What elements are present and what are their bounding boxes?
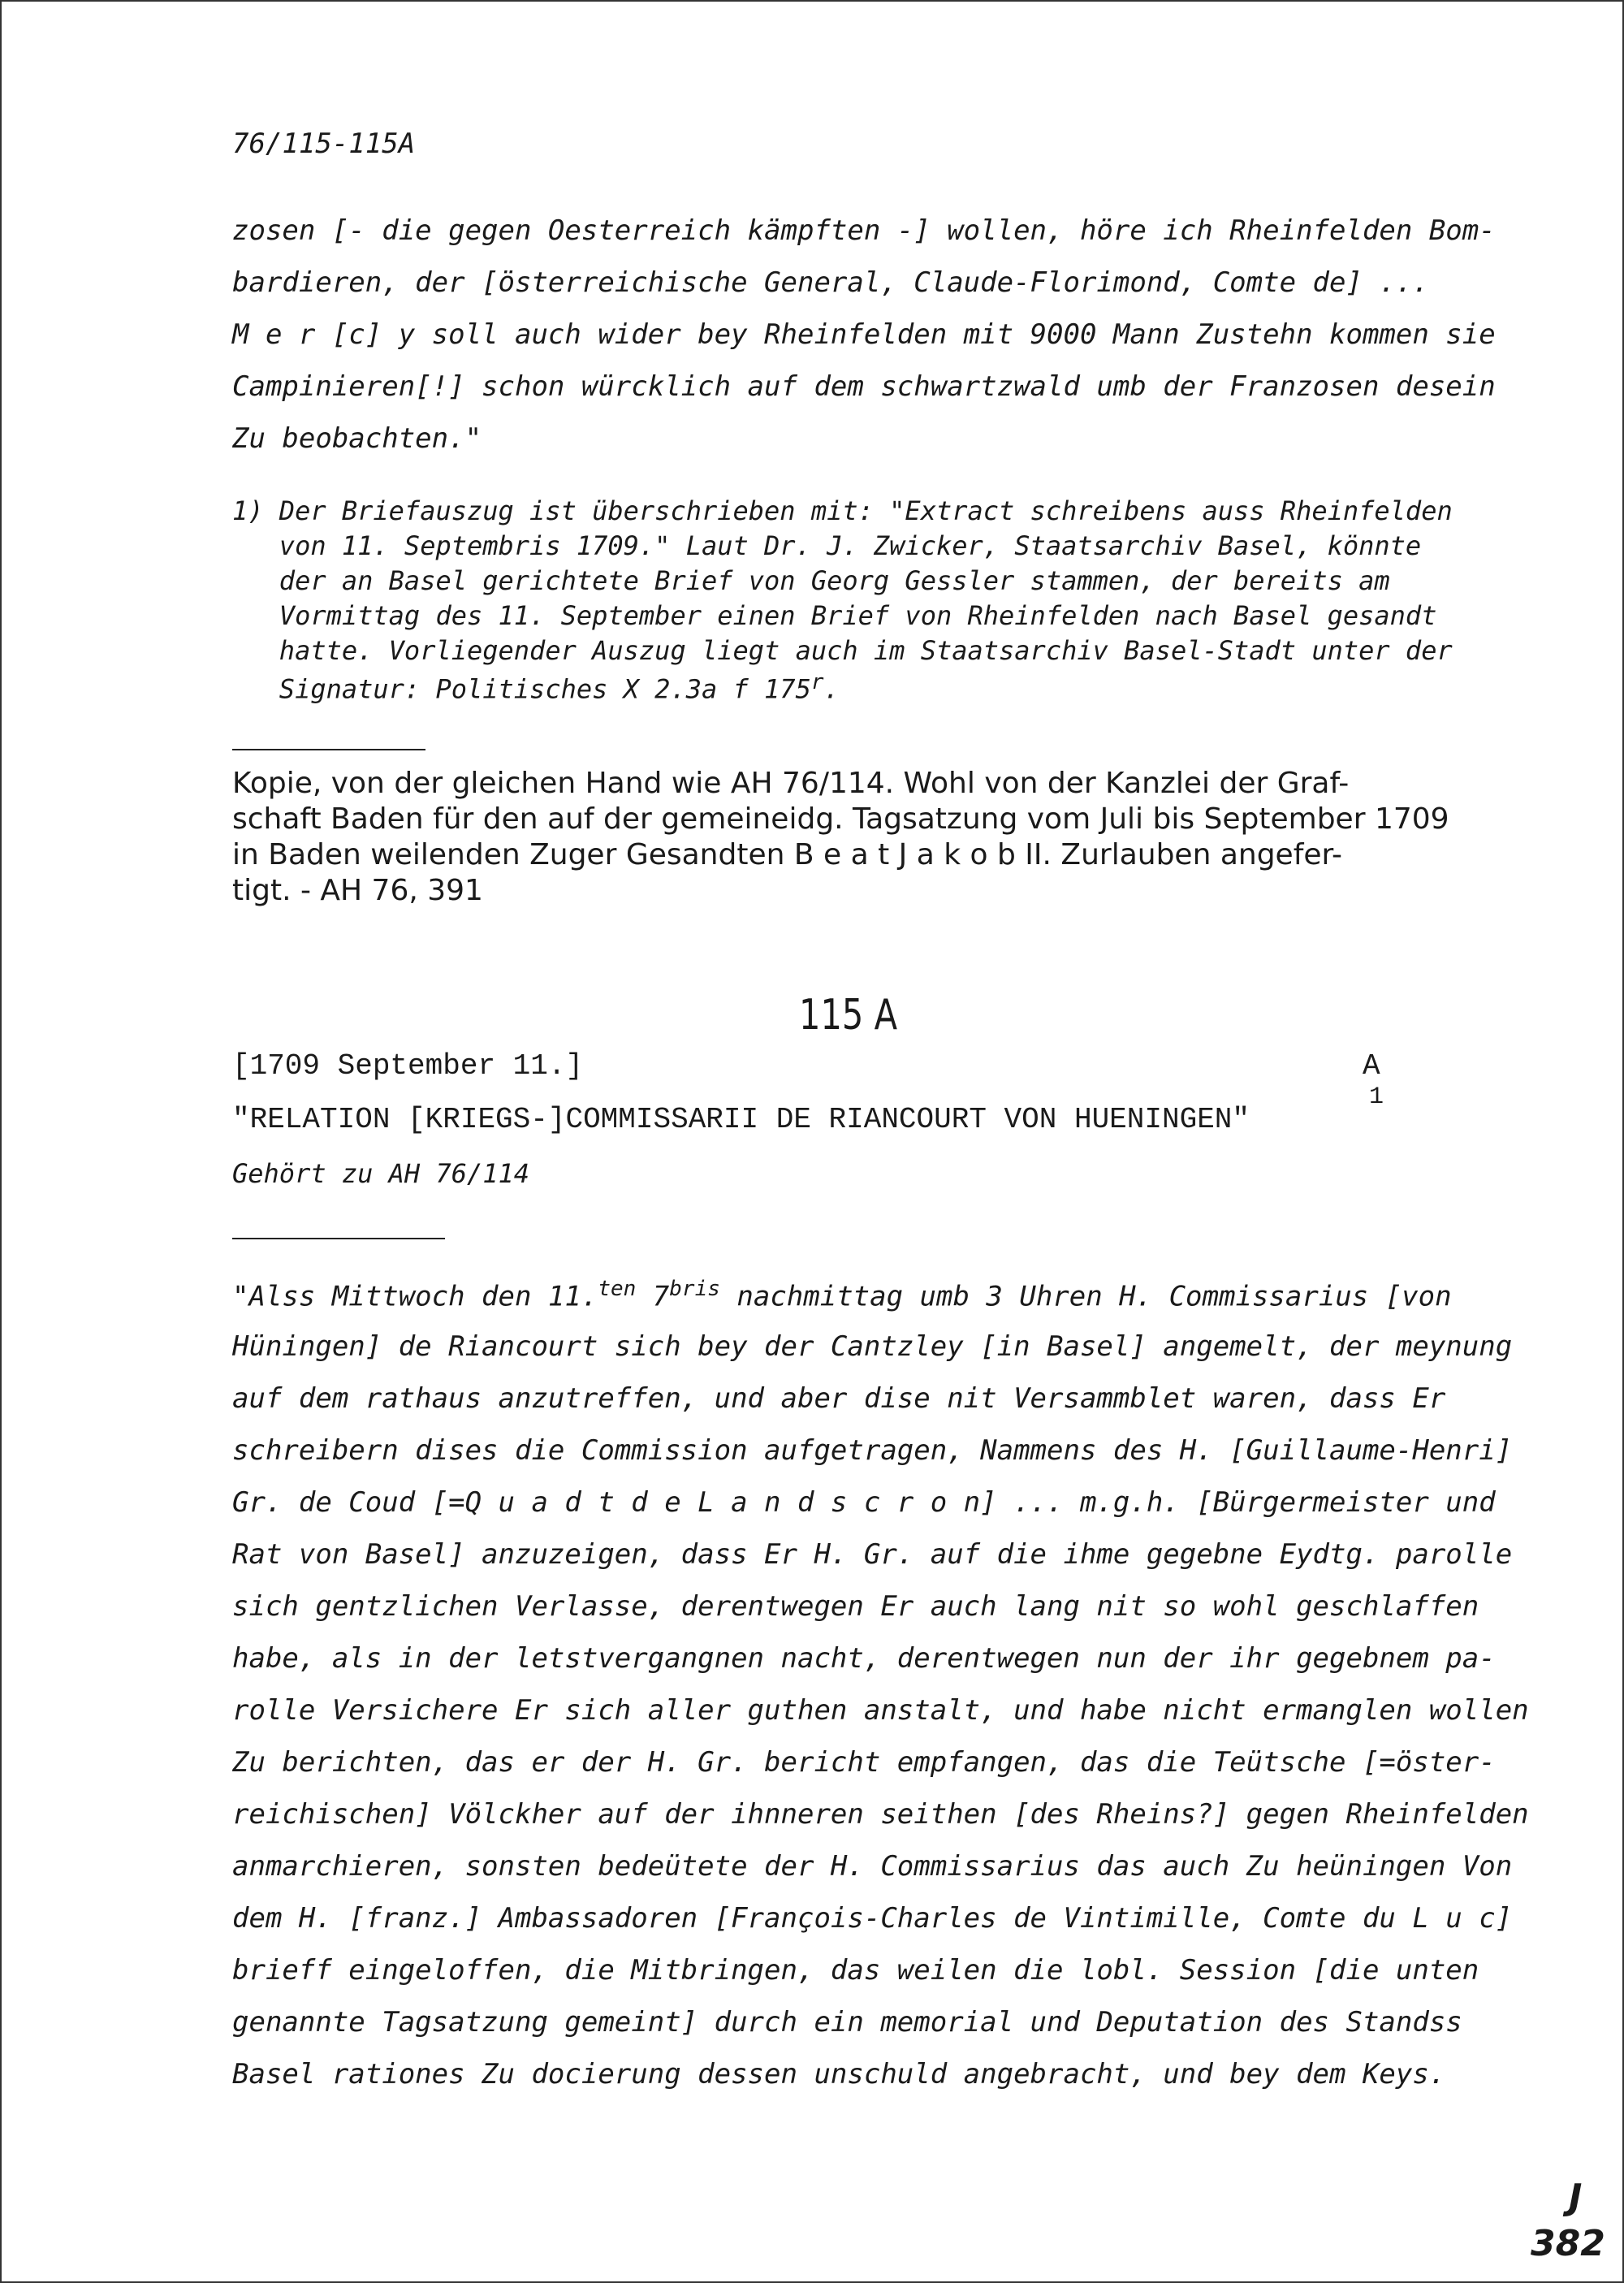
body-first-a: "Alss Mittwoch den 11. (232, 1280, 598, 1313)
footnote-line: 1) Der Briefauszug ist überschrieben mit: "Extract schreibens auss Rheinfelden (232, 495, 1453, 526)
footnote-line: der an Basel gerichtete Brief von Georg Gessler stammen, der bereits am (232, 565, 1390, 596)
document-heading: "RELATION [KRIEGS-]COMMISSARII DE RIANCOURT VON HUENINGEN" (232, 1103, 1250, 1136)
document-date: [1709 September 11.] (232, 1049, 584, 1083)
text-line: rolle Versichere Er sich aller guthen anstalt, und habe nicht ermanglen wollen (232, 1694, 1529, 1727)
text-line: habe, als in der letstvergangnen nacht, derentwegen nun der ihr gegebnem pa- (232, 1642, 1496, 1675)
note-line: in Baden weilenden Zuger Gesandten B e a t J a k o b II. Zurlauben angefer- (232, 838, 1343, 871)
footnote-line: von 11. Septembris 1709." Laut Dr. J. Zwicker, Staatsarchiv Basel, könnte (232, 530, 1422, 561)
text-line (232, 1277, 1452, 1312)
text-line: brieff eingeloffen, die Mitbringen, das weilen die lobl. Session [die unten (232, 1954, 1479, 1987)
text-line: zosen [- die gegen Oesterreich kämpften -] wollen, höre ich Rheinfelden Bom- (232, 214, 1496, 247)
document-number: 115 A (799, 991, 898, 1040)
note-line: tigt. - AH 76, 391 (232, 874, 483, 907)
note-line: schaft Baden für den auf der gemeineidg. Tagsatzung vom Juli bis September 1709 (232, 802, 1449, 836)
footnote-text: Signatur: Politisches X 2.3a f 175 (232, 673, 811, 705)
separator-rule (232, 749, 425, 750)
handwritten-page-number: 382 (1531, 2223, 1605, 2264)
page-reference: 76/115-115A (232, 128, 416, 160)
text-line: sich gentzlichen Verlasse, derentwegen Er auch lang nit so wohl geschlaffen (232, 1590, 1479, 1623)
body-superscript-bris: bris (669, 1277, 720, 1301)
margin-mark: A (1363, 1049, 1380, 1083)
text-line: Gr. de Coud [=Q u a d t d e L a n d s c r o n] ... m.g.h. [Bürgermeister und (232, 1486, 1496, 1519)
text-line: schreibern dises die Commission aufgetragen, Nammens des H. [Guillaume-Henri] (232, 1434, 1513, 1467)
footnote-line (232, 670, 840, 705)
text-line: auf dem rathaus anzutreffen, und aber dise nit Versammblet waren, dass Er (232, 1382, 1446, 1415)
text-line: Zu beobachten." (232, 422, 482, 455)
body-superscript-ten: ten (598, 1277, 637, 1301)
footnote-period: . (823, 673, 840, 705)
separator-rule (232, 1238, 445, 1239)
text-line: Campinieren[!] schon würcklich auf dem schwartzwald umb der Franzosen desein (232, 370, 1496, 403)
heading-footnote-mark: 1 (1369, 1083, 1384, 1111)
text-line: Rat von Basel] anzuzeigen, dass Er H. Gr. auf die ihme gegebne Eydtg. parolle (232, 1538, 1513, 1571)
text-line: anmarchieren, sonsten bedeütete der H. Commissarius das auch Zu heüningen Von (232, 1850, 1513, 1883)
text-line: reichischen] Völckher auf der ihnneren seithen [des Rheins?] gegen Rheinfelden (232, 1798, 1529, 1831)
footnote-line: hatte. Vorliegender Auszug liegt auch im Staatsarchiv Basel-Stadt unter der (232, 635, 1453, 666)
body-first-c: nachmittag umb 3 Uhren H. Commissarius [von (719, 1280, 1452, 1313)
text-line: bardieren, der [österreichische General, Claude-Florimond, Comte de] ... (232, 266, 1429, 299)
text-line: M e r [c] y soll auch wider bey Rheinfelden mit 9000 Mann Zustehn kommen sie (232, 318, 1496, 351)
footnote-line: Vormittag des 11. September einen Brief von Rheinfelden nach Basel gesandt (232, 600, 1437, 631)
text-line: Zu berichten, das er der H. Gr. bericht empfangen, das die Teütsche [=öster- (232, 1746, 1496, 1779)
handwritten-mark: J (1569, 2177, 1583, 2218)
belongs-note: Gehört zu AH 76/114 (232, 1158, 530, 1189)
footnote-superscript: r (810, 670, 824, 694)
text-line: genannte Tagsatzung gemeint] durch ein memorial und Deputation des Standss (232, 2006, 1462, 2039)
body-first-b: 7 (652, 1280, 670, 1313)
note-line: Kopie, von der gleichen Hand wie AH 76/114. Wohl von der Kanzlei der Graf- (232, 767, 1350, 800)
text-line: Basel rationes Zu docierung dessen unschuld angebracht, und bey dem Keys. (232, 2058, 1446, 2091)
text-line: dem H. [franz.] Ambassadoren [François-Charles de Vintimille, Comte du L u c] (232, 1902, 1513, 1935)
text-line: Hüningen] de Riancourt sich bey der Cantzley [in Basel] angemelt, der meynung (232, 1330, 1513, 1363)
